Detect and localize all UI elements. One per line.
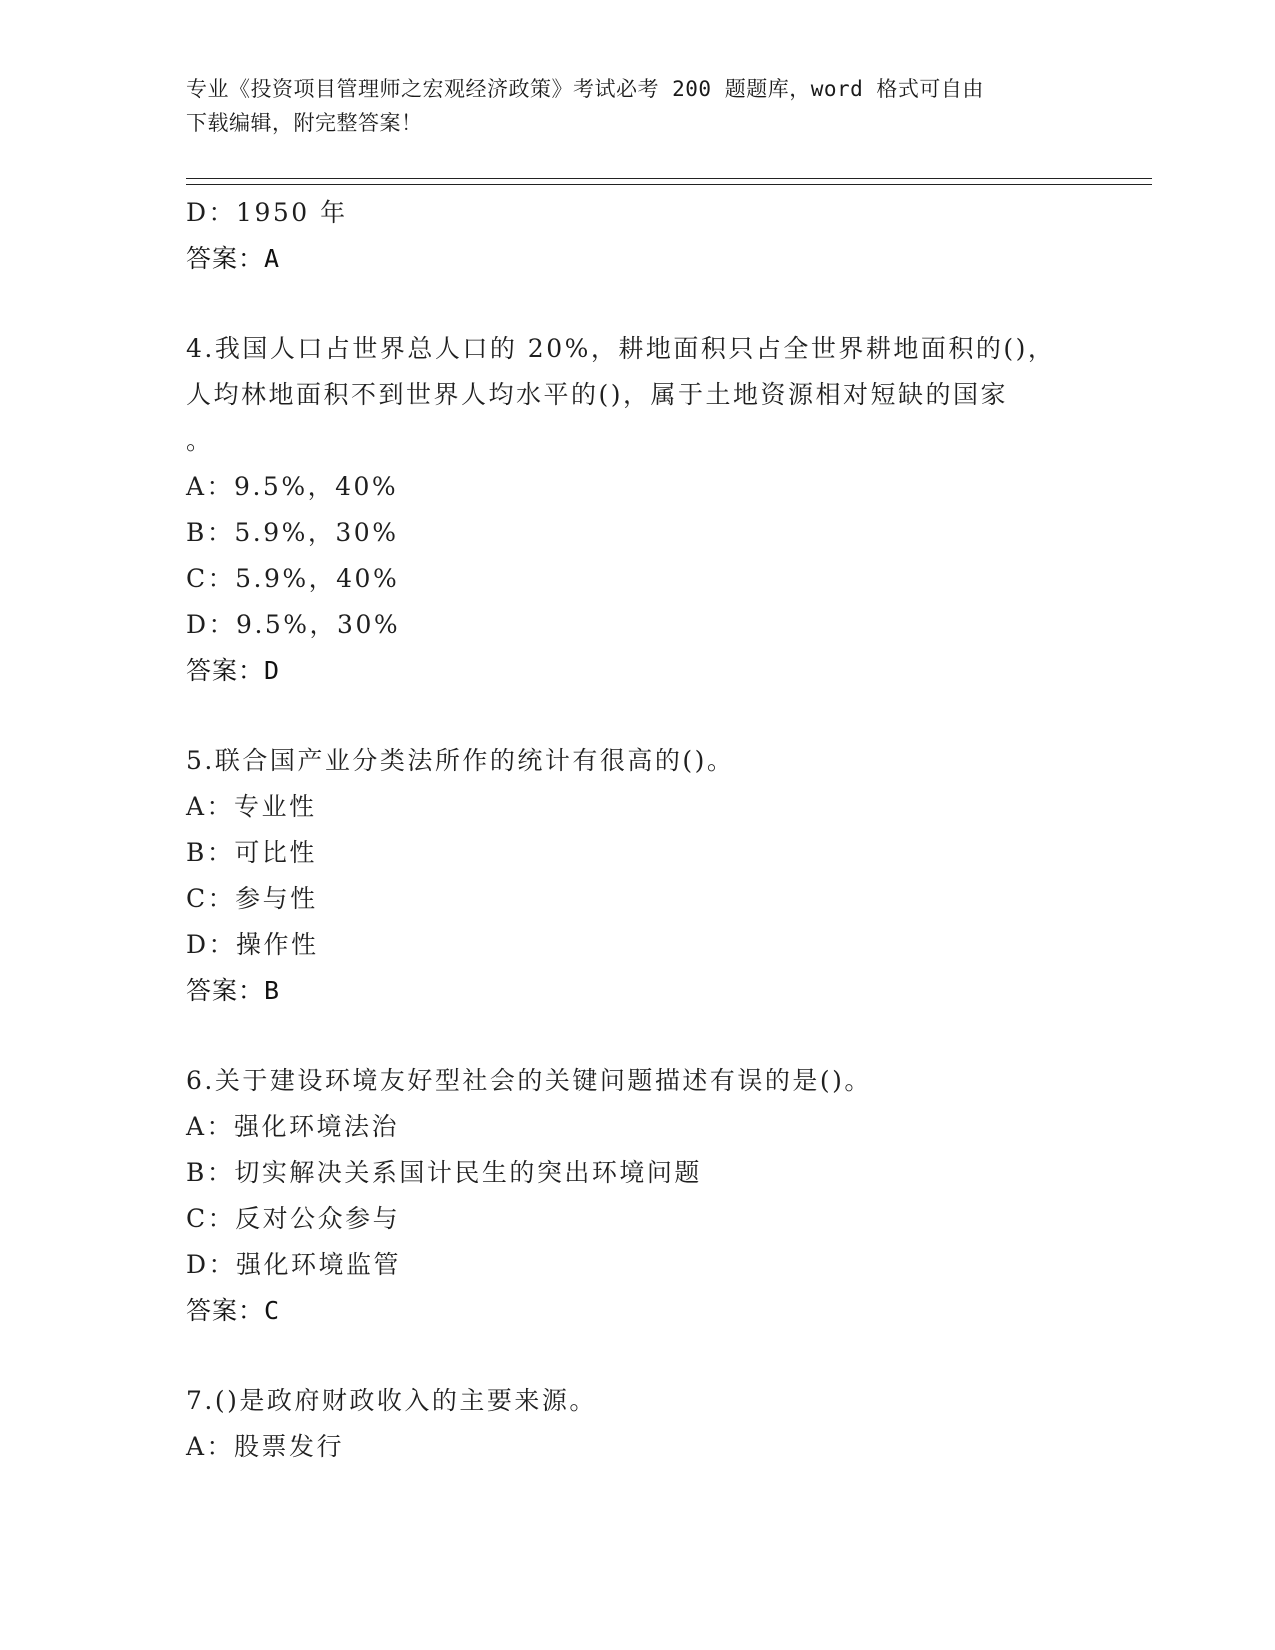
q5-option-b: B：可比性 bbox=[186, 838, 317, 867]
q7-stem: 7.()是政府财政收入的主要来源。 bbox=[186, 1386, 597, 1415]
q4-option-a: A：9.5%，40% bbox=[186, 472, 399, 501]
q5-option-a: A：专业性 bbox=[186, 792, 317, 821]
q6-answer: 答案：C bbox=[186, 1296, 281, 1325]
q5-option-c: C：参与性 bbox=[186, 884, 318, 913]
q4-option-b: B：5.9%，30% bbox=[186, 518, 399, 547]
question-4 bbox=[186, 326, 1086, 694]
q6-option-d: D：强化环境监管 bbox=[186, 1250, 402, 1279]
header-divider-bottom bbox=[186, 184, 1152, 185]
q5-stem: 5.联合国产业分类法所作的统计有很高的()。 bbox=[186, 746, 735, 775]
q4-answer: 答案：D bbox=[186, 656, 281, 685]
q6-option-b: B：切实解决关系国计民生的突出环境问题 bbox=[186, 1158, 702, 1187]
spacer bbox=[186, 694, 1086, 738]
q4-option-d: D：9.5%，30% bbox=[186, 610, 401, 639]
question-7 bbox=[186, 1378, 1086, 1470]
header-divider-top bbox=[186, 178, 1152, 179]
q3-answer: 答案：A bbox=[186, 244, 281, 273]
q4-stem-line-3: 。 bbox=[186, 426, 214, 455]
question-5 bbox=[186, 738, 1086, 1014]
spacer bbox=[186, 1014, 1086, 1058]
q4-stem-line-2: 人均林地面积不到世界人均水平的()，属于土地资源相对短缺的国家 bbox=[186, 380, 1009, 409]
q5-option-d: D：操作性 bbox=[186, 930, 319, 959]
q6-option-a: A：强化环境法治 bbox=[186, 1112, 400, 1141]
header-line-1: 专业《投资项目管理师之宏观经济政策》考试必考 200 题题库，word 格式可自由 bbox=[186, 77, 984, 101]
question-6 bbox=[186, 1058, 1086, 1334]
q3-option-d: D：1950 年 bbox=[186, 198, 348, 227]
q6-stem: 6.关于建设环境友好型社会的关键问题描述有误的是()。 bbox=[186, 1066, 872, 1095]
q5-answer: 答案：B bbox=[186, 976, 281, 1005]
question-list bbox=[186, 190, 1086, 1470]
spacer bbox=[186, 1334, 1086, 1378]
header-line-2: 下载编辑，附完整答案！ bbox=[186, 111, 423, 135]
document-header bbox=[186, 72, 1066, 140]
q4-stem-line-1: 4.我国人口占世界总人口的 20%，耕地面积只占全世界耕地面积的()， bbox=[186, 334, 1056, 363]
spacer bbox=[186, 282, 1086, 326]
q4-option-c: C：5.9%，40% bbox=[186, 564, 400, 593]
q7-option-a: A：股票发行 bbox=[186, 1432, 345, 1461]
question-3-tail bbox=[186, 190, 1086, 282]
q6-option-c: C：反对公众参与 bbox=[186, 1204, 401, 1233]
